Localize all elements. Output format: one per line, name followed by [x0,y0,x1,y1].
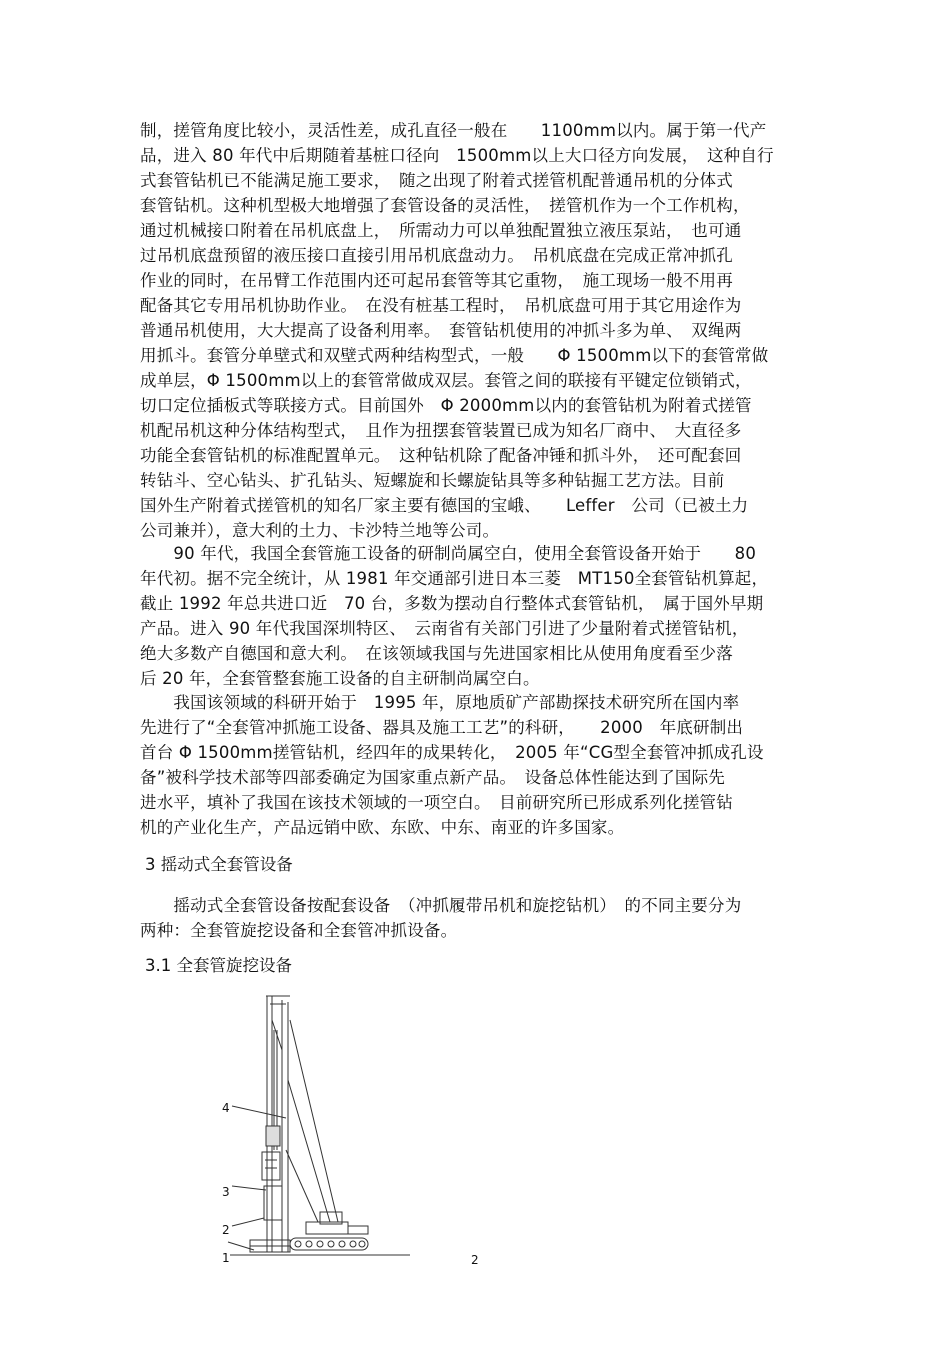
text-line: 国外生产附着式搓管机的知名厂家主要有德国的宝峨、 Leffer 公司（已被土力 [140,496,749,515]
text-line: 后 20 年，全套管整套施工设备的自主研制尚属空白。 [140,669,540,688]
text-line: 功能全套管钻机的标准配置单元。 这种钻机除了配备冲锤和抓斗外， 还可配套回 [140,446,742,465]
text-line: 摇动式全套管设备按配套设备 （冲抓履带吊机和旋挖钻机） 的不同主要分为 [140,896,742,915]
text-line: 产品。进入 90 年代我国深圳特区、 云南省有关部门引进了少量附着式搓管钻机， [140,619,749,638]
text-line: 两种：全套管旋挖设备和全套管冲抓设备。 [140,921,458,940]
paragraph-2 [140,541,810,691]
text-line: 进水平，填补了我国在该技术领域的一项空白。 目前研究所已形成系列化搓管钻 [140,793,733,812]
text-line: 用抓斗。套管分单壁式和双壁式两种结构型式，一般 Φ 1500mm以下的套管常做 [140,346,769,365]
text-line: 过吊机底盘预留的液压接口直接引用吊机底盘动力。 吊机底盘在完成正常冲抓孔 [140,246,733,265]
text-line: 式套管钻机已不能满足施工要求， 随之出现了附着式搓管机配普通吊机的分体式 [140,171,733,190]
text-line: 转钻斗、空心钻头、扩孔钻头、短螺旋和长螺旋钻具等多种钻掘工艺方法。目前 [140,471,725,490]
callout-label: 4 [222,1101,230,1115]
text-line: 作业的同时，在吊臂工作范围内还可起吊套管等其它重物， 施工现场一般不用再 [140,271,733,290]
text-line: 备”被科学技术部等四部委确定为国家重点新产品。 设备总体性能达到了国际先 [140,768,725,787]
text-line: 制，搓管角度比较小，灵活性差，成孔直径一般在 1100mm以内。属于第一代产 [140,121,767,140]
section-heading-3: 3 摇动式全套管设备 [145,855,293,874]
text-line: 套管钻机。这种机型极大地增强了套管设备的灵活性， 搓管机作为一个工作机构， [140,196,750,215]
text-line: 品，进入 80 年代中后期随着基桩口径向 1500mm以上大口径方向发展， 这种自行 [140,146,774,165]
text-line: 首台 Φ 1500mm搓管钻机，经四年的成果转化， 2005 年“CG型全套管冲抓成孔设 [140,743,764,762]
text-line: 公司兼并），意大利的土力、卡沙特兰地等公司。 [140,521,500,540]
text-line: 年代初。据不完全统计，从 1981 年交通部引进日本三菱 MT150全套管钻机算起， [140,569,769,588]
text-line: 我国该领域的科研开始于 1995 年，原地质矿产部勘探技术研究所在国内率 [140,693,740,712]
drilling-rig-drawing [210,990,420,1270]
text-line: 成单层，Φ 1500mm以上的套管常做成双层。套管之间的联接有平键定位锁销式， [140,371,752,390]
callout-label: 3 [222,1185,230,1199]
section-heading-3-1: 3.1 全套管旋挖设备 [145,956,292,975]
paragraph-4 [140,893,810,943]
callout-label: 2 [222,1223,230,1237]
text-line: 普通吊机使用，大大提高了设备利用率。 套管钻机使用的冲抓斗多为单、 双绳两 [140,321,742,340]
text-line: 机配吊机这种分体结构型式， 且作为扭摆套管装置已成为知名厂商中、 大直径多 [140,421,742,440]
text-line: 截止 1992 年总共进口近 70 台，多数为摆动自行整体式套管钻机， 属于国外早期 [140,594,764,613]
paragraph-1 [140,118,810,543]
text-line: 通过机械接口附着在吊机底盘上， 所需动力可以单独配置独立液压泵站， 也可通 [140,221,742,240]
text-line: 机的产业化生产，产品远销中欧、东欧、中东、南亚的许多国家。 [140,818,625,837]
text-line: 90 年代，我国全套管施工设备的研制尚属空白，使用全套管设备开始于 80 [140,544,757,563]
text-line: 配备其它专用吊机协助作业。 在没有桩基工程时， 吊机底盘可用于其它用途作为 [140,296,742,315]
text-line: 切口定位插板式等联接方式。目前国外 Φ 2000mm以内的套管钻机为附着式搓管 [140,396,752,415]
page-number: 2 [471,1253,479,1267]
text-line: 先进行了“全套管冲抓施工设备、器具及施工工艺”的科研， 2000 年底研制出 [140,718,744,737]
drilling-rig-figure [210,990,420,1270]
text-line: 绝大多数产自德国和意大利。 在该领域我国与先进国家相比从使用角度看至少落 [140,644,733,663]
paragraph-3 [140,690,810,840]
callout-label: 1 [222,1251,230,1265]
